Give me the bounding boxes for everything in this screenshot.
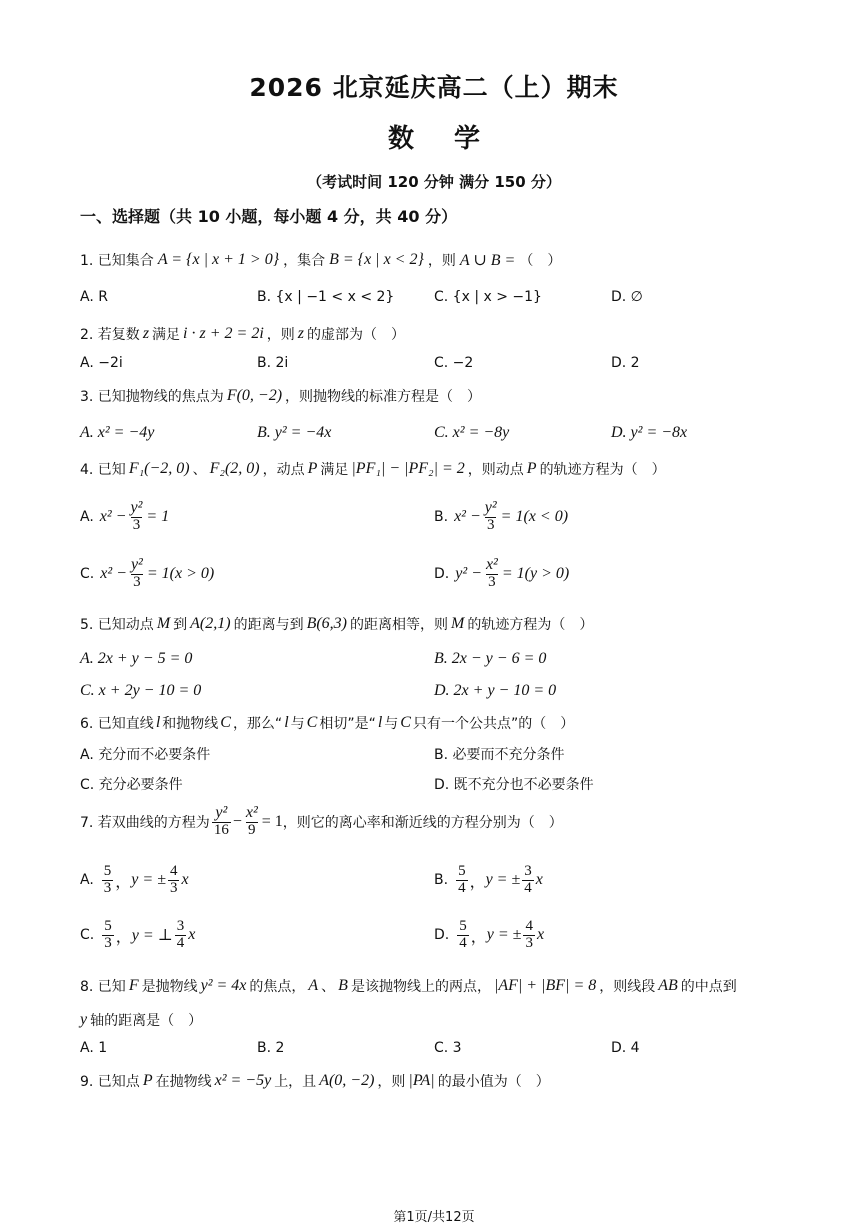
q4-text-3: ，动点 xyxy=(262,462,305,478)
q2-text-2: 满足 xyxy=(152,327,181,343)
q7-b-k-den: 4 xyxy=(524,879,532,896)
q9-p: P xyxy=(142,1072,153,1089)
q2-text-3: ，则 xyxy=(266,327,295,343)
q9-text-3: 上，且 xyxy=(274,1074,317,1090)
q7-c-tail: x xyxy=(188,926,196,944)
question-8-stem-line2 xyxy=(80,1010,202,1030)
q7-b-tail: x xyxy=(535,871,543,889)
q4-option-d xyxy=(434,557,569,591)
q4-p-2: P xyxy=(526,460,537,477)
q8-text-4: 、 xyxy=(321,979,336,995)
q8-option-d: D. 4 xyxy=(611,1040,640,1056)
q6-text-5: 相切”是“ xyxy=(319,716,376,732)
q7-d-tail: x xyxy=(536,926,545,944)
q5-option-b: B. 2x − y − 6 = 0 xyxy=(434,650,547,667)
q2-text-1: 2. 若复数 xyxy=(80,327,140,343)
q9-text-2: 在抛物线 xyxy=(155,1074,212,1090)
question-5-stem xyxy=(80,614,593,634)
q1-text-2: ，集合 xyxy=(283,253,326,269)
q1-set-b: B = {x | x < 2} xyxy=(329,251,424,268)
q7-b-k-num: 3 xyxy=(524,863,532,879)
question-7-stem xyxy=(80,805,563,839)
q4-c-label: C. xyxy=(80,565,95,582)
q5-option-a: A. 2x + y − 5 = 0 xyxy=(80,650,193,667)
q8-option-a: A. 1 xyxy=(80,1040,108,1056)
q4-text-4: 满足 xyxy=(320,462,349,478)
q4-a-den: 3 xyxy=(132,516,141,533)
q4-d-den: 3 xyxy=(488,573,496,590)
q6-text-7: 只有一个公共点”的（ ） xyxy=(412,716,575,732)
q7-d-e xyxy=(457,919,469,952)
q4-text-1: 4. 已知 xyxy=(80,462,126,478)
q7-d-k-den: 3 xyxy=(525,934,533,951)
q4-text-2: 、 xyxy=(192,462,207,478)
q7-c-e-den: 3 xyxy=(104,934,112,951)
question-9-stem xyxy=(80,1071,550,1091)
q6-l-3: l xyxy=(377,714,383,731)
q7-b-sep: ， xyxy=(469,871,486,891)
q4-text-5: ，则动点 xyxy=(467,462,524,478)
q6-text-1: 6. 已知直线 xyxy=(80,716,154,732)
q2-option-a: A. −2i xyxy=(80,355,123,371)
q8-option-b: B. 2 xyxy=(257,1040,285,1056)
q7-option-d xyxy=(434,919,544,952)
q6-l-2: l xyxy=(284,714,289,731)
q9-pa: |PA| xyxy=(408,1072,435,1089)
q1-option-c: C. {x | x > −1} xyxy=(434,289,542,305)
q2-var-2: z xyxy=(297,325,304,342)
q4-option-a xyxy=(80,500,169,534)
q6-c-2: C xyxy=(306,714,318,731)
q2-option-c: C. −2 xyxy=(434,355,474,371)
q6-text-2: 和抛物线 xyxy=(162,716,219,732)
q4-c-tail: = 1(x > 0) xyxy=(146,564,215,582)
q2-option-d: D. 2 xyxy=(611,355,640,371)
q1-paren: （ ） xyxy=(519,253,562,269)
q6-option-b: B. 必要而不充分条件 xyxy=(434,747,565,763)
page-number: 第1页/共12页 xyxy=(393,1210,475,1225)
q4-a-label: A. xyxy=(80,508,94,525)
q6-l: l xyxy=(155,714,161,731)
q8-text-2: 是抛物线 xyxy=(141,979,198,995)
q4-a-tail: = 1 xyxy=(146,507,170,525)
q7-a-e-den: 3 xyxy=(103,879,112,896)
q7-d-sep: ， xyxy=(470,926,487,946)
q8-option-c: C. 3 xyxy=(434,1040,462,1056)
q8-cond: |AF| + |BF| = 8 xyxy=(493,977,597,994)
q4-d-tail: = 1(y > 0) xyxy=(501,564,570,582)
question-3-stem xyxy=(80,386,481,406)
q7-option-a xyxy=(80,864,189,897)
q7-a-sep: ， xyxy=(115,871,132,891)
q5-m-2: M xyxy=(451,615,465,632)
q1-union: A ∪ B = xyxy=(459,252,516,269)
q4-b-tail: = 1(x < 0) xyxy=(500,507,569,525)
q9-text-5: 的最小值为（ ） xyxy=(437,1074,550,1090)
q4-a-frac xyxy=(128,500,144,534)
q8-y: y xyxy=(80,1011,88,1028)
q7-b-k xyxy=(522,864,534,897)
q7-c-lead: y = ⊥ xyxy=(131,927,173,945)
q7-c-k-den: 4 xyxy=(176,934,185,951)
q3-option-d: D. y² = −8x xyxy=(611,424,688,441)
q7-d-k xyxy=(523,919,535,952)
q3-option-c: C. x² = −8y xyxy=(434,424,510,441)
q4-d-lead: y² − xyxy=(455,564,482,582)
question-4-stem xyxy=(80,459,666,479)
q7-frac-2 xyxy=(244,805,260,839)
q8-text-8: 轴的距离是（ ） xyxy=(90,1013,203,1029)
q5-text-2: 到 xyxy=(173,617,188,633)
q4-b-den: 3 xyxy=(486,516,495,533)
q9-text-4: ，则 xyxy=(377,1074,406,1090)
q1-text-3: ，则 xyxy=(427,253,456,269)
q7-b-e xyxy=(456,864,468,897)
q7-d-k-num: 4 xyxy=(525,918,533,934)
q4-c-den: 3 xyxy=(133,573,141,590)
q4-b-num: y² xyxy=(484,499,497,516)
q7-d-label: D. xyxy=(434,927,450,944)
q7-c-e-num: 5 xyxy=(104,918,112,934)
q8-text-7: 的中点到 xyxy=(680,979,737,995)
q4-c-num: y² xyxy=(130,556,143,573)
q4-b-frac xyxy=(483,500,499,534)
q7-b-e-den: 4 xyxy=(458,879,466,896)
q6-option-c: C. 充分必要条件 xyxy=(80,777,183,793)
q5-option-c: C. x + 2y − 10 = 0 xyxy=(80,682,202,699)
q6-c-3: C xyxy=(400,714,411,731)
q8-text-5: 是该抛物线上的两点， xyxy=(350,979,491,995)
exam-subject: 数学 xyxy=(387,124,520,154)
section-title: 一、选择题（共 10 小题，每小题 4 分，共 40 分） xyxy=(80,207,458,226)
q4-d-label: D. xyxy=(434,565,450,582)
q7-eq: = 1 xyxy=(261,812,283,830)
q4-b-label: B. xyxy=(434,508,449,525)
q5-text-4: 的距离相等，则 xyxy=(350,617,449,633)
q7-a-e-num: 5 xyxy=(103,863,112,879)
q7-c-k xyxy=(175,919,187,952)
question-6-stem xyxy=(80,713,574,733)
q6-option-d: D. 既不充分也不必要条件 xyxy=(434,777,594,793)
q7-c-k-num: 3 xyxy=(176,918,185,934)
q7-a-label: A. xyxy=(80,872,94,889)
q6-text-6: 与 xyxy=(384,716,399,732)
q7-d-e-num: 5 xyxy=(459,918,467,934)
q8-ab: AB xyxy=(658,977,678,994)
q7-d-lead: y = ± xyxy=(486,926,522,944)
q1-option-b: B. {x | −1 < x < 2} xyxy=(257,289,395,305)
q5-text-1: 5. 已知动点 xyxy=(80,617,154,633)
q7-a-k-num: 4 xyxy=(169,863,178,879)
q2-eq: i · z + 2 = 2i xyxy=(183,325,264,342)
q2-text-4: 的虚部为（ ） xyxy=(307,327,405,343)
q4-option-b xyxy=(434,500,568,534)
q5-option-d: D. 2x + y − 10 = 0 xyxy=(434,682,557,699)
q7-frac-1-den: 16 xyxy=(213,821,229,838)
q5-a: A(2,1) xyxy=(190,615,231,632)
q7-a-k xyxy=(168,864,180,897)
q8-text-1: 8. 已知 xyxy=(80,979,126,995)
q5-text-3: 的距离与到 xyxy=(233,617,304,633)
q8-f: F xyxy=(128,977,139,994)
q4-f1: F₁(−2, 0) xyxy=(128,460,190,477)
q6-text-3: ，那么“ xyxy=(232,716,283,732)
q1-set-a: A = {x | x + 1 > 0} xyxy=(157,251,280,268)
q7-b-label: B. xyxy=(434,872,449,889)
q4-f2: F₂(2, 0) xyxy=(209,460,260,477)
q6-c: C xyxy=(220,714,231,731)
q7-d-e-den: 4 xyxy=(459,934,467,951)
q1-option-d: D. ∅ xyxy=(611,289,643,305)
q4-text-6: 的轨迹方程为（ ） xyxy=(539,462,666,478)
q8-a: A xyxy=(308,977,319,994)
q4-d-num: x² xyxy=(485,556,498,573)
q7-option-b xyxy=(434,864,543,897)
q5-m: M xyxy=(156,615,171,632)
q7-text-1: 7. 若双曲线的方程为 xyxy=(80,814,210,831)
q7-c-sep: ， xyxy=(115,926,132,946)
q8-text-6: ，则线段 xyxy=(599,979,656,995)
q1-text-1: 1. 已知集合 xyxy=(80,253,154,269)
q7-a-lead: y = ± xyxy=(131,871,166,889)
q7-frac-2-num: x² xyxy=(245,804,258,821)
q3-text-2: ，则抛物线的标准方程是（ ） xyxy=(285,389,482,405)
exam-info: （考试时间 120 分钟 满分 150 分） xyxy=(307,173,561,191)
question-2-stem xyxy=(80,324,405,344)
q4-p: P xyxy=(307,460,318,477)
q4-cond: |PF₁| − |PF₂| = 2 xyxy=(351,460,465,477)
q8-eq: y² = 4x xyxy=(200,977,247,994)
q7-option-c xyxy=(80,919,195,952)
q9-text-1: 9. 已知点 xyxy=(80,1074,140,1090)
q7-frac-1-num: y² xyxy=(215,804,228,821)
q2-option-b: B. 2i xyxy=(257,355,289,371)
q7-text-2: ，则它的离心率和渐近线的方程分别为（ ） xyxy=(282,814,563,831)
q8-b: B xyxy=(338,977,348,994)
q3-focus: F(0, −2) xyxy=(226,387,283,404)
q7-b-lead: y = ± xyxy=(485,871,521,889)
q6-text-4: 与 xyxy=(290,716,305,732)
q4-a-lead: x² − xyxy=(99,507,127,525)
q9-a: A(0, −2) xyxy=(319,1072,375,1089)
q6-option-a: A. 充分而不必要条件 xyxy=(80,747,211,763)
q3-option-a: A. x² = −4y xyxy=(80,424,155,441)
q4-c-frac xyxy=(129,557,145,591)
q4-b-lead: x² − xyxy=(454,507,481,525)
q7-minus: − xyxy=(232,812,242,830)
q7-b-e-num: 5 xyxy=(458,863,466,879)
q7-frac-1 xyxy=(212,805,231,839)
q3-text-1: 3. 已知抛物线的焦点为 xyxy=(80,389,224,405)
q4-option-c xyxy=(80,557,214,591)
q7-frac-2-den: 9 xyxy=(248,821,256,838)
q7-c-e xyxy=(102,919,114,952)
q2-var: z xyxy=(142,325,150,342)
q8-text-3: 的焦点， xyxy=(249,979,306,995)
q7-a-k-den: 3 xyxy=(169,879,178,896)
q7-a-e xyxy=(102,864,114,897)
exam-title: 2026 北京延庆高二（上）期末 xyxy=(249,73,619,102)
question-1-stem xyxy=(80,250,561,270)
q4-d-frac xyxy=(484,557,500,591)
q4-c-lead: x² − xyxy=(100,564,127,582)
q5-text-5: 的轨迹方程为（ ） xyxy=(467,617,594,633)
q1-option-a: A. R xyxy=(80,289,108,305)
question-8-stem xyxy=(80,976,737,996)
q5-b: B(6,3) xyxy=(306,615,348,632)
q9-eq: x² = −5y xyxy=(214,1072,272,1089)
q7-c-label: C. xyxy=(80,927,95,944)
q3-option-b: B. y² = −4x xyxy=(257,424,332,441)
q4-a-num: y² xyxy=(130,499,143,516)
q7-a-tail: x xyxy=(181,871,189,889)
